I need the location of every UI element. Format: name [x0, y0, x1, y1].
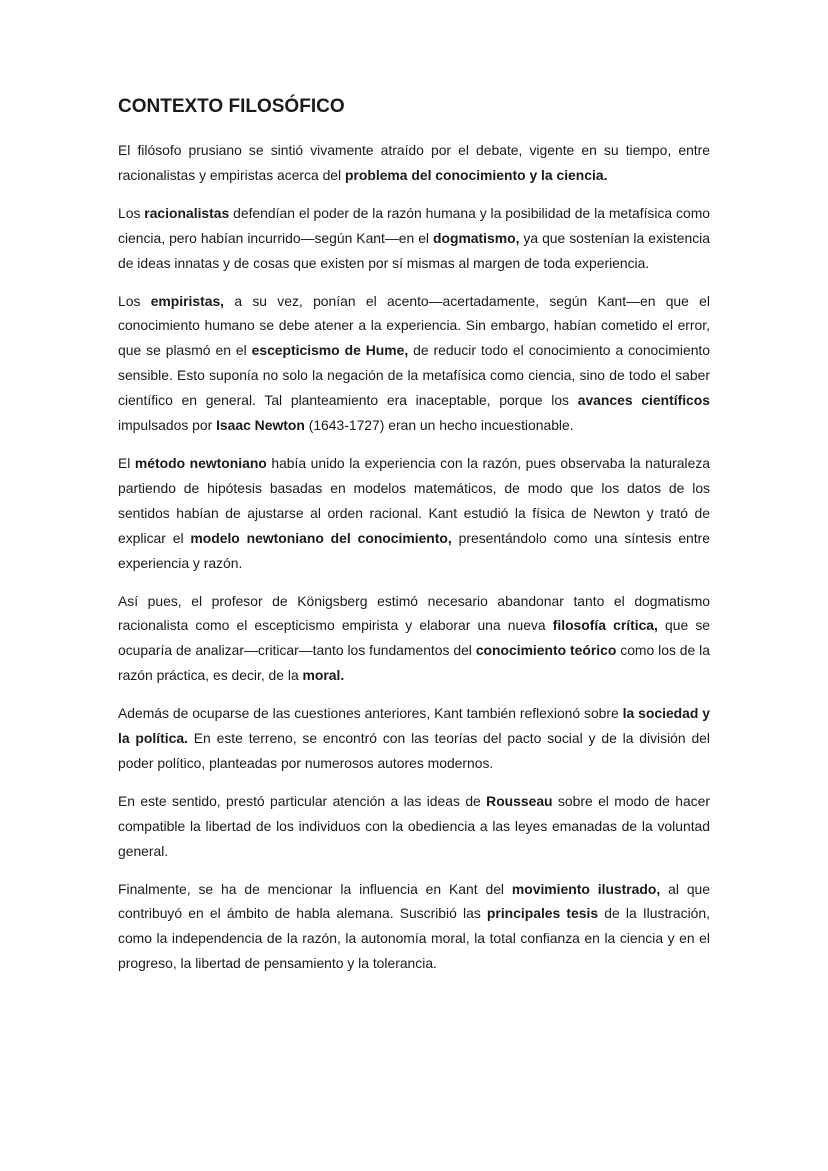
paragraph [118, 589, 710, 689]
text-run: El [118, 454, 135, 471]
text-run: (1643-1727) eran un hecho incuestionable. [304, 417, 574, 434]
bold-text: Isaac Newton [216, 417, 305, 434]
text-run: que se ocuparía de analizar—criticar—tanto los fundamentos del [118, 617, 710, 659]
bold-text: problema del conocimiento y la ciencia. [344, 166, 608, 183]
bold-text: escepticismo de Hume, [251, 342, 409, 359]
bold-text: Rousseau [486, 792, 553, 809]
bold-text: conocimiento teórico [475, 642, 617, 659]
bold-text: filosofía crítica, [552, 617, 658, 634]
text-run: En este terreno, se encontró con las teorías del pacto social y de la división del poder político, planteadas por numerosos autores modernos. [118, 730, 710, 771]
text-run: presentándolo como una síntesis entre experiencia y razón. [118, 529, 710, 571]
bold-text: empiristas, [150, 292, 225, 309]
document-page [118, 96, 710, 989]
text-run: En este sentido, prestó particular atención a las ideas de [118, 792, 487, 809]
bold-text: método newtoniano [134, 454, 267, 471]
bold-text: principales tesis [486, 905, 599, 922]
paragraph [118, 701, 710, 776]
text-run: al que contribuyó en el ámbito de habla alemana. Suscribió las [118, 880, 711, 922]
text-run: defendían el poder de la razón humana y la posibilidad de la metafísica como ciencia, pero habían incurrido—según Kant—en el [118, 204, 710, 246]
bold-text: movimiento ilustrado, [511, 880, 661, 897]
paragraph [118, 789, 710, 864]
text-run: de reducir todo el conocimiento a conocimiento sensible. Esto suponía no solo la negación de la metafísica como ciencia, sino de todo el saber científico en general. Tal planteamiento era inaceptable, porque los [118, 342, 710, 409]
bold-text: moral. [302, 667, 345, 684]
text-run: como los de la razón práctica, es decir, de la [118, 642, 710, 684]
bold-text: la sociedad y la política. [118, 705, 710, 747]
text-run: sobre el modo de hacer compatible la libertad de los individuos con la obediencia a las leyes emanadas de la voluntad general. [118, 792, 710, 859]
paragraph [118, 289, 710, 438]
page-title: CONTEXTO FILOSÓFICO [118, 96, 345, 117]
text-run: de la Ilustración, como la independencia de la razón, la autonomía moral, la total confianza en la ciencia y en el progreso, la libertad de pensamiento y la tolerancia. [118, 905, 710, 972]
text-run: impulsados por [118, 417, 217, 434]
text-run: Los [118, 204, 145, 221]
paragraph [118, 877, 710, 977]
bold-text: dogmatismo, [433, 229, 520, 246]
bold-text: modelo newtoniano del conocimiento, [190, 529, 452, 546]
text-run: había unido la experiencia con la razón, pues observaba la naturaleza partiendo de hipótesis basadas en modelos matemáticos, de modo que los datos de los sentidos habían de ajustarse al orden racional. Kant estudió la física de Newton y trató de explicar el [118, 454, 710, 546]
document-body [118, 138, 710, 976]
paragraph [118, 201, 710, 276]
text-run: ya que sostenían la existencia de ideas innatas y de cosas que existen por sí mismas al margen de toda experiencia. [118, 229, 710, 271]
paragraph [118, 138, 710, 188]
text-run: El filósofo prusiano se sintió vivamente atraído por el debate, vigente en su tiempo, entre racionalistas y empiristas acerca del [118, 142, 710, 183]
text-run: Los [118, 292, 151, 309]
paragraph [118, 451, 710, 576]
text-run: a su vez, ponían el acento—acertadamente, según Kant—en que el conocimiento humano se debe atener a la experiencia. Sin embargo, habían cometido el error, que se plasmó en el [118, 292, 710, 359]
text-run: Finalmente, se ha de mencionar la influencia en Kant del [118, 880, 512, 897]
text-run: Así pues, el profesor de Königsberg estimó necesario abandonar tanto el dogmatismo racionalista como el escepticismo empirista y elaborar una nueva [118, 592, 710, 634]
bold-text: avances científicos [577, 392, 710, 409]
bold-text: racionalistas [144, 204, 230, 221]
text-run: Además de ocuparse de las cuestiones anteriores, Kant también reflexionó sobre [118, 705, 623, 722]
